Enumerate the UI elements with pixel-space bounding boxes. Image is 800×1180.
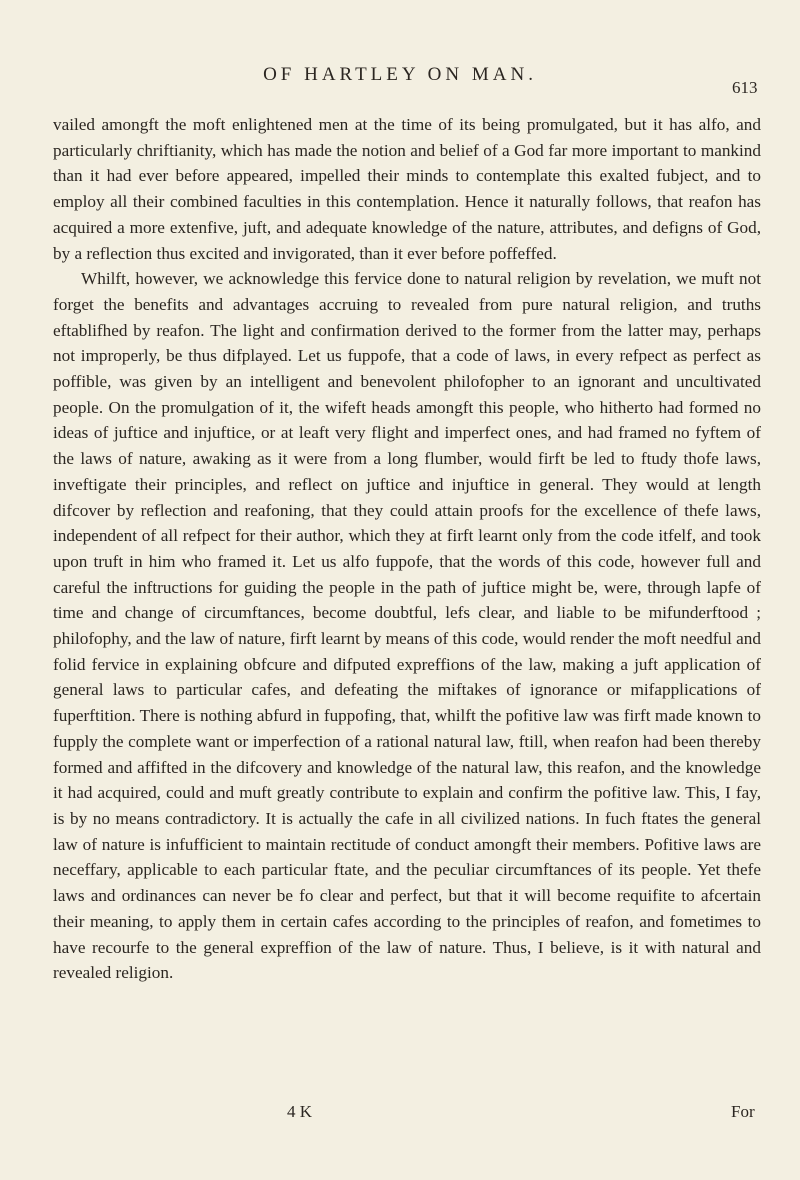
running-title: OF HARTLEY ON MAN.	[263, 64, 537, 85]
paragraph-continuation: vailed amongft the moft enlightened men at the time of its being promulgated, but it has alfo, and particularly chriftianity, which has made the notion and belief of a God far more important to mankind than it had ever before appeared, impelled their minds to contemplate this exalted fubject, and to employ all their combined faculties in this contemplation. Hence it naturally follows, that reafon has acquired a more extenfive, juft, and adequate knowledge of the nature, attributes, and defigns of God, by a reflection thus excited and invigorated, than it ever before poffeffed.	[53, 115, 761, 263]
paragraph: Whilft, however, we acknowledge this fervice done to natural religion by revelation, we muft not forget the benefits and advantages accruing to revealed from pure natural religion, and truths eftablifhed by reafon. The light and confirmation derived to the former from the latter may, perhaps not improperly, be thus difplayed. Let us fuppofe, that a code of laws, in every refpect as perfect as poffible, was given by an intelligent and benevolent philofopher to an ignorant and uncultivated people. On the promulgation of it, the wifeft heads amongft this people, who hitherto had formed no ideas of juftice and injuftice, or at leaft very flight and imperfect ones, and had framed no fyftem of the laws of nature, awaking as it were from a long flumber, would firft be led to ftudy thofe laws, inveftigate their principles, and reflect on juftice and injuftice in general. They would at length difcover by reflection and reafoning, that they could attain proofs for the excellence of thefe laws, independent of all refpect for their author, which they at firft learnt only from the code itfelf, and took upon truft in him who framed it. Let us alfo fuppofe, that the words of this code, however full and careful the inftructions for guiding the people in the path of juftice might be, were, through lapfe of time and change of circumftances, become doubtful, lefs clear, and liable to be mifunderftood ; philofophy, and the law of nature, firft learnt by means of this code, would render the moft needful and folid fervice in explaining obfcure and difputed expreffions of the law, making a juft application of general laws to particular cafes, and defeating the miftakes of ignorance or mifapplications of fuperftition. There is nothing abfurd in fuppofing, that, whilft the pofitive law was firft made known to fupply the complete want or imperfection of a rational natural law, ftill, when reafon had been thereby formed and affifted in the difcovery and knowledge of the natural law, this reafon, and the knowledge it had acquired, could and muft greatly contribute to explain and confirm the pofitive law. This, I fay, is by no means contradictory. It is actually the cafe in all civilized nations. In fuch ftates the general law of nature is infufficient to maintain rectitude of conduct amongft their members. Pofitive laws are neceffary, applicable to each particular ftate, and the peculiar circumftances of its people. Yet thefe laws and ordinances can never be fo clear and perfect, but that it will become requifite to afcertain their meaning, to apply them in certain cafes according to the principles of reafon, and fometimes to have recourfe to the general expreffion of the law of nature. Thus, I believe, is it with natural and revealed religion.	[53, 269, 761, 983]
signature-mark: 4 K	[287, 1102, 313, 1121]
body-text	[53, 112, 761, 986]
page-number: 613	[732, 78, 758, 97]
catchword: For	[731, 1102, 755, 1121]
